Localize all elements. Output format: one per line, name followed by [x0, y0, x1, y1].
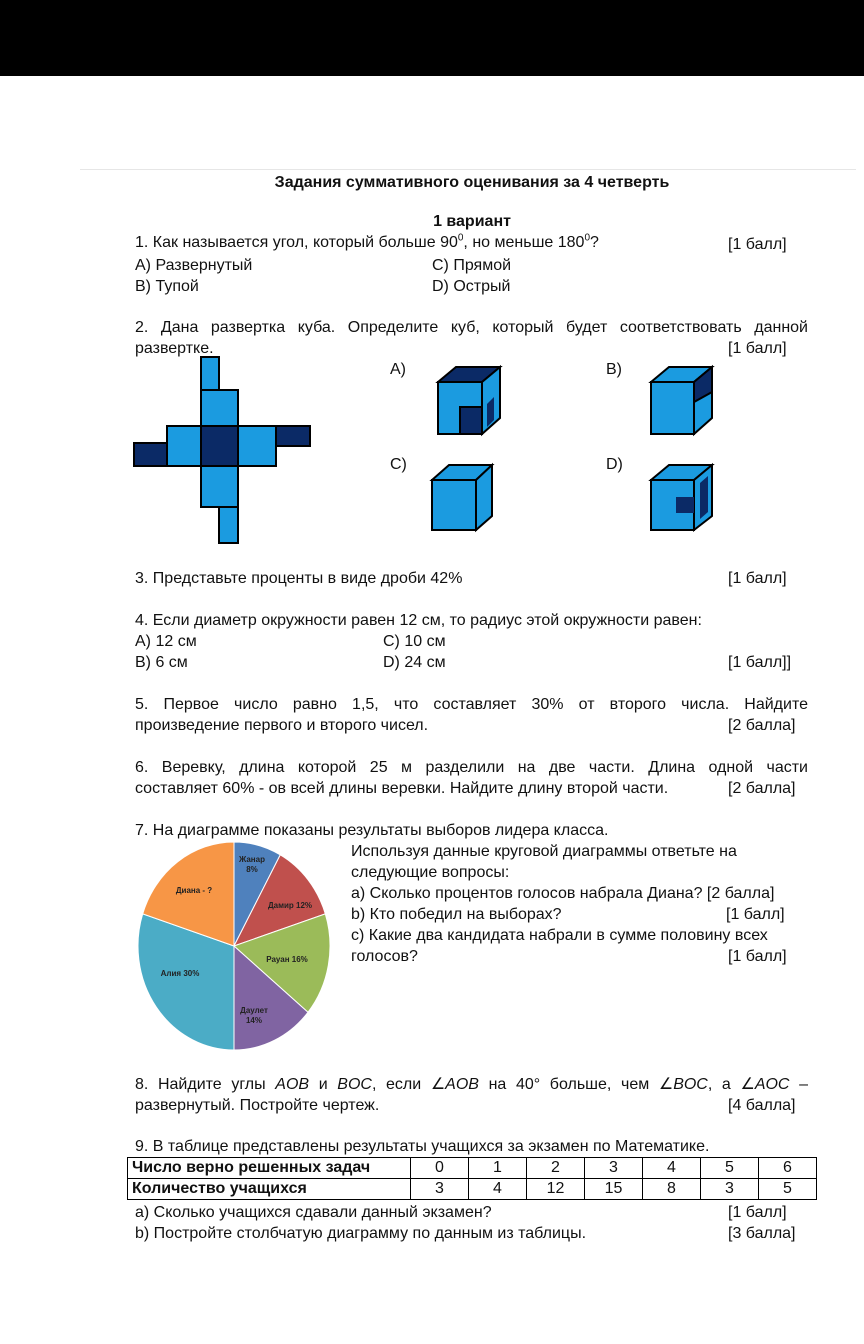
q1-option-a: A) Развернутый — [135, 257, 253, 274]
q4-option-a: A) 12 см — [135, 633, 197, 650]
q7-question-c-cont: голосов? — [351, 948, 418, 965]
table-header-students: Количество учащихся — [128, 1179, 411, 1200]
q6-points: [2 балла] — [728, 780, 796, 797]
q5-text-line1: 5. Первое число равно 1,5, что составляет 30% от второго числа. Найдите — [135, 696, 808, 713]
cube-label-c: C) — [390, 456, 407, 473]
cube-label-a: A) — [390, 361, 406, 378]
pie-label-daulet: Даулет — [240, 1006, 268, 1015]
page-title: Задания суммативного оценивания за 4 четверть — [274, 174, 670, 191]
q4-option-d: D) 24 см — [383, 654, 446, 671]
table-cell: 4 — [643, 1158, 701, 1179]
cube-label-b: B) — [606, 361, 622, 378]
table-cell: 5 — [759, 1179, 817, 1200]
table-cell: 3 — [585, 1158, 643, 1179]
pie-label-diana: Диана - ? — [175, 886, 213, 895]
table-header-solved: Число верно решенных задач — [128, 1158, 411, 1179]
pie-chart — [132, 838, 336, 1054]
cube-a — [438, 367, 500, 434]
pie-label-zhanar: Жанар — [239, 855, 265, 864]
q4-option-c: C) 10 см — [383, 633, 446, 650]
table-cell: 12 — [527, 1179, 585, 1200]
table-cell: 2 — [527, 1158, 585, 1179]
table-cell: 3 — [411, 1179, 469, 1200]
cube-label-d: D) — [606, 456, 623, 473]
table-row — [128, 1179, 817, 1200]
q6-text-line1: 6. Веревку, длина которой 25 м разделили на две части. Длина одной части — [135, 759, 808, 776]
cube-b — [651, 367, 712, 434]
table-cell: 15 — [585, 1179, 643, 1200]
table-cell: 4 — [469, 1179, 527, 1200]
q9-points-b: [3 балла] — [728, 1225, 796, 1242]
pie-label-rauan: Рауан 16% — [266, 955, 308, 964]
q6-text-line2: составляет 60% - ов всей длины веревки. Найдите длину второй части. — [135, 780, 669, 797]
pie-value-daulet: 14% — [245, 1016, 263, 1025]
q7-question-b: b) Кто победил на выборах? — [351, 906, 562, 923]
table-cell: 1 — [469, 1158, 527, 1179]
q1-option-d: D) Острый — [432, 278, 511, 295]
pie-label-damir: Дамир 12% — [267, 901, 313, 910]
q7-points-c: [1 балл] — [728, 948, 787, 965]
q2-text-line1: 2. Дана развертка куба. Определите куб, который будет соответствовать данной — [135, 319, 808, 336]
q4-text: 4. Если диаметр окружности равен 12 см, то радиус этой окружности равен: — [135, 612, 702, 629]
q9-points-a: [1 балл] — [728, 1204, 787, 1221]
cube-d — [651, 465, 712, 530]
q1-option-c: C) Прямой — [432, 257, 512, 274]
q7-line-2: следующие вопросы: — [351, 864, 510, 881]
q2-points: [1 балл] — [728, 340, 787, 357]
table-cell: 0 — [411, 1158, 469, 1179]
table-cell: 6 — [759, 1158, 817, 1179]
table-cell: 5 — [701, 1158, 759, 1179]
q9-question-a: a) Сколько учащихся сдавали данный экзамен? — [135, 1204, 492, 1221]
cube-net — [134, 357, 310, 543]
q8-points: [4 балла] — [728, 1097, 796, 1114]
q7-points-b: [1 балл] — [726, 906, 785, 923]
q4-points: [1 балл]] — [728, 654, 792, 671]
q4-option-b: B) 6 см — [135, 654, 188, 671]
q1-text: 1. Как называется угол, который больше $90^0$, но меньше $180^0$? — [135, 232, 599, 251]
results-table — [127, 1157, 817, 1200]
pie-label-aliya: Алия 30% — [160, 969, 200, 978]
q7-title: 7. На диаграмме показаны результаты выборов лидера класса. — [135, 822, 609, 839]
q2-text-line2: развертке. — [135, 340, 214, 357]
table-cell: 8 — [643, 1179, 701, 1200]
q3-points: [1 балл] — [728, 570, 787, 587]
q7-question-c: c) Какие два кандидата набрали в сумме половину всех — [351, 927, 768, 944]
q5-points: [2 балла] — [728, 717, 796, 734]
table-row — [128, 1158, 817, 1179]
q9-question-b: b) Постройте столбчатую диаграмму по данным из таблицы. — [135, 1225, 587, 1242]
q1-points: [1 балл] — [728, 236, 787, 253]
cube-c — [432, 465, 492, 530]
q3-text: 3. Представьте проценты в виде дроби 42% — [135, 570, 463, 587]
table-cell: 3 — [701, 1179, 759, 1200]
q8-text-line1: 8. Найдите углы AOB и BOC, если ∠AOB на 40° больше, чем ∠BOC, а ∠AOC – — [135, 1076, 809, 1093]
q5-text-line2: произведение первого и второго чисел. — [135, 717, 429, 734]
q9-title: 9. В таблице представлены результаты учащихся за экзамен по Математике. — [135, 1138, 710, 1155]
q7-line-1: Используя данные круговой диаграммы ответьте на — [351, 843, 737, 860]
q7-question-a: a) Сколько процентов голосов набрала Диана? [2 балла] — [351, 885, 775, 902]
pie-value-zhanar: 8% — [246, 865, 258, 874]
variant-heading: 1 вариант — [433, 213, 511, 230]
q1-option-b: B) Тупой — [135, 278, 199, 295]
q8-text-line2: развернутый. Постройте чертеж. — [135, 1097, 380, 1114]
